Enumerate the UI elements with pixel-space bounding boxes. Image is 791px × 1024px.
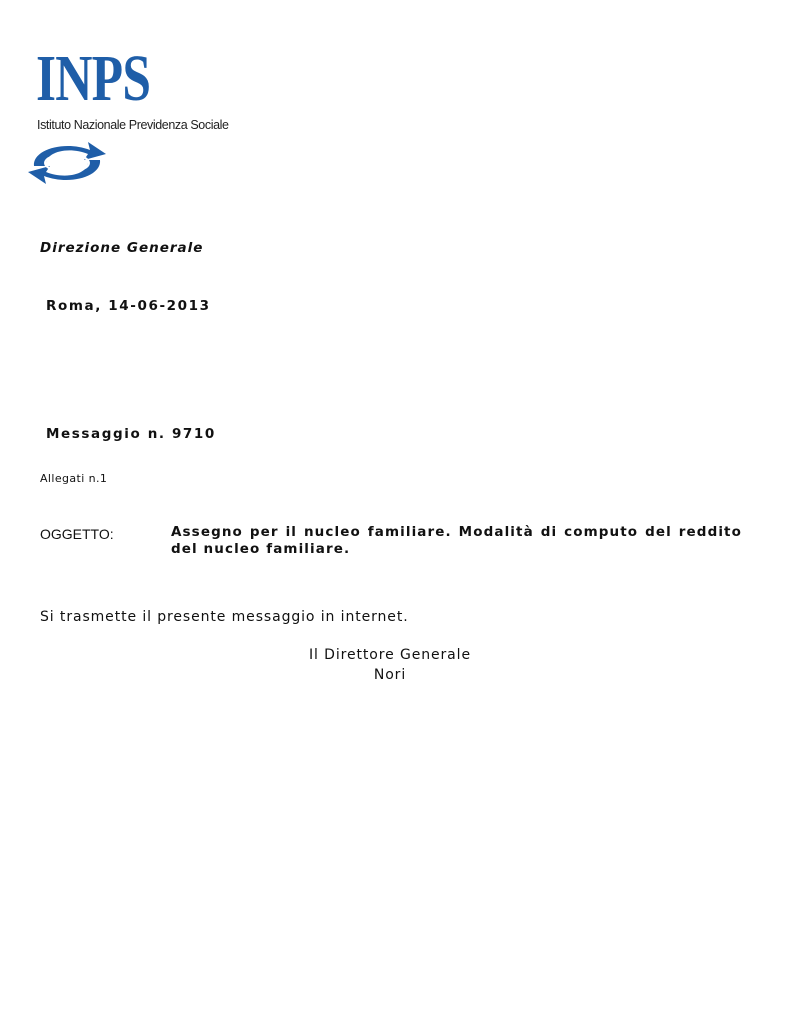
body-text: Si trasmette il presente messaggio in internet. [40,609,409,625]
inps-logo [36,42,256,191]
signature-name: Nori [373,667,407,683]
department-heading: Direzione Generale [40,240,204,256]
message-number: Messaggio n. 9710 [46,426,216,442]
signature-title: Il Direttore Generale [309,647,471,663]
attachments-count: Allegati n.1 [40,472,108,485]
logo-subtitle: Istituto Nazionale Previdenza Sociale [37,118,229,132]
subject-text: Assegno per il nucleo familiare. Modalità di computo del reddito del nucleo familiare. [171,524,742,557]
signature-block [250,645,530,685]
subject-label: OGGETTO: [40,526,114,542]
place-date: Roma, 14-06-2013 [46,298,211,314]
circular-arrows-icon [24,138,110,188]
logo-wordmark: INPS [36,42,151,115]
